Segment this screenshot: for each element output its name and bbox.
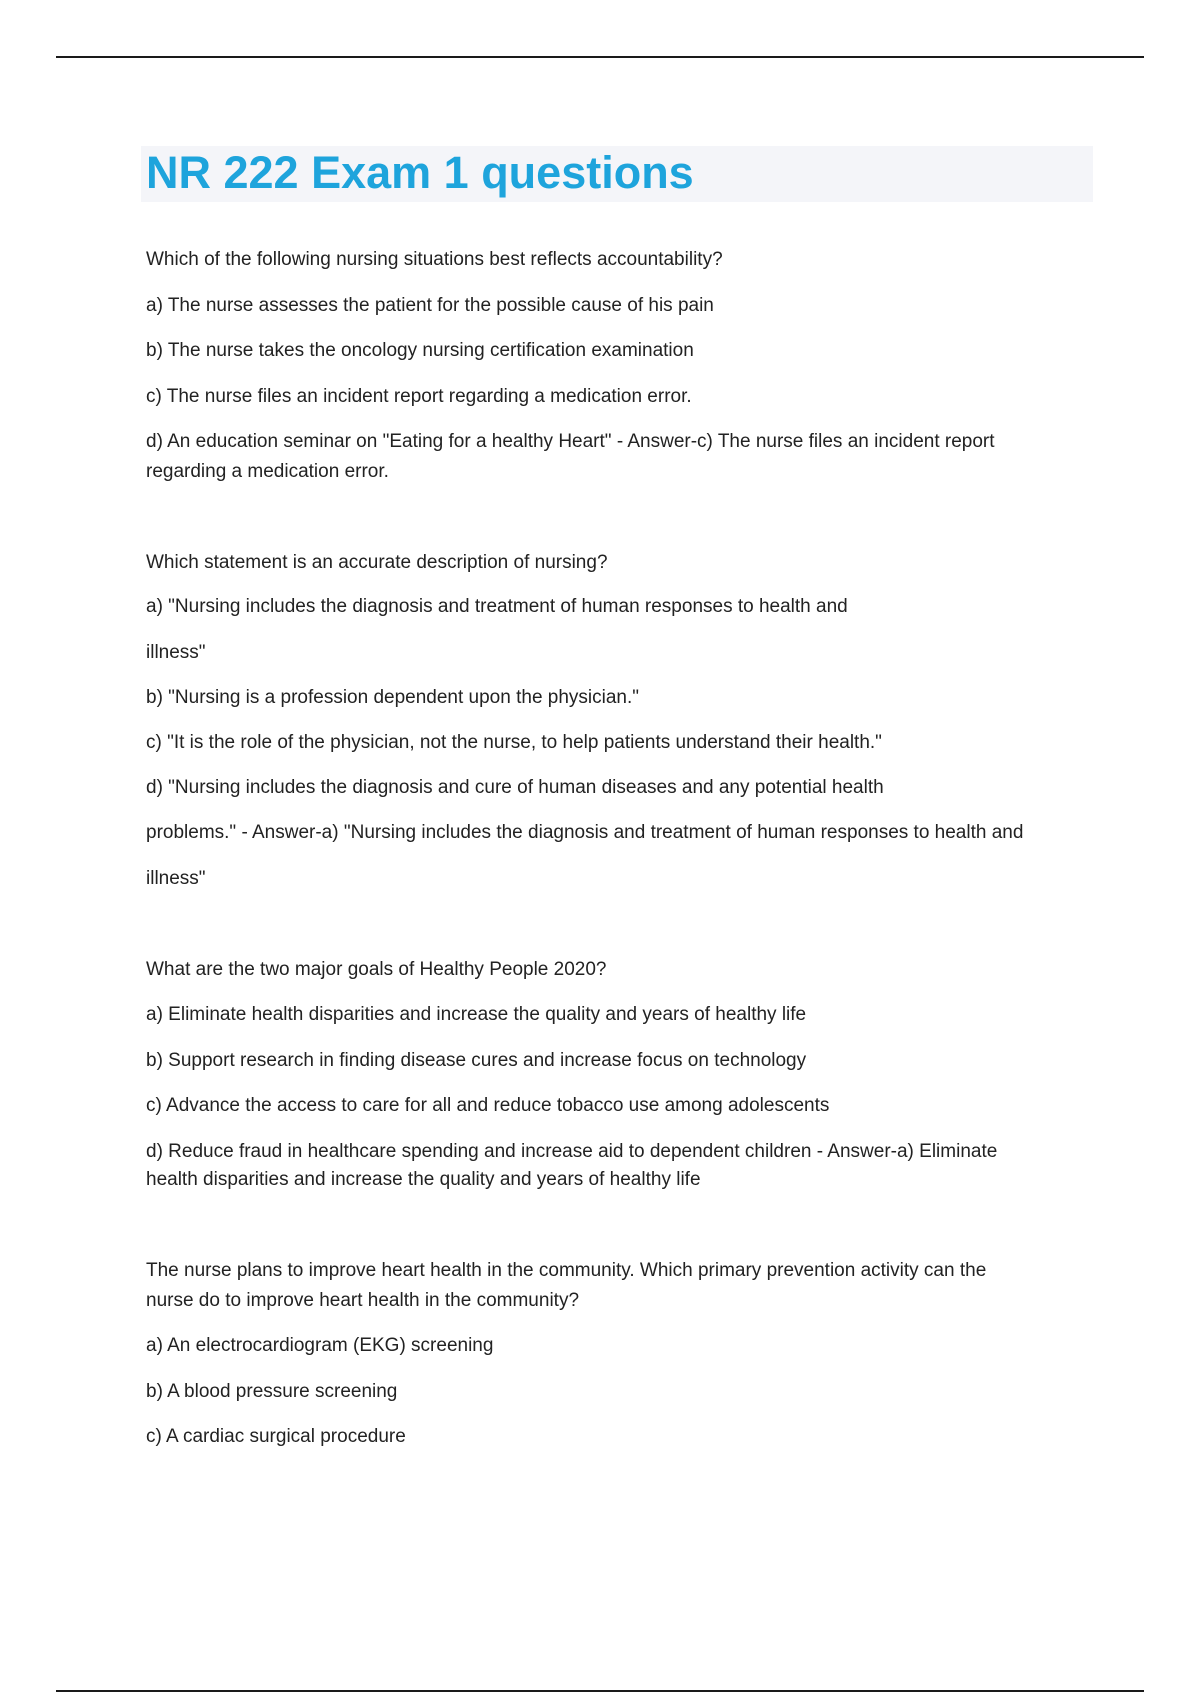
question-3-answer-continued: health disparities and increase the quality and years of healthy life xyxy=(146,1169,701,1190)
question-1-option-b: b) The nurse takes the oncology nursing certification examination xyxy=(146,340,694,361)
top-rule xyxy=(56,56,1144,58)
question-1-answer-continued: regarding a medication error. xyxy=(146,461,389,482)
question-4-option-a: a) An electrocardiogram (EKG) screening xyxy=(146,1335,494,1356)
question-4-option-c: c) A cardiac surgical procedure xyxy=(146,1426,406,1447)
question-2-option-a-continued: illness" xyxy=(146,642,206,663)
bottom-rule xyxy=(56,1690,1144,1692)
question-2-answer-continued: illness" xyxy=(146,868,206,889)
question-1-prompt: Which of the following nursing situations best reflects accountability? xyxy=(146,249,723,270)
question-2-option-a: a) "Nursing includes the diagnosis and treatment of human responses to health and xyxy=(146,596,848,617)
question-2-prompt: Which statement is an accurate description of nursing? xyxy=(146,552,608,573)
question-4-option-b: b) A blood pressure screening xyxy=(146,1381,398,1402)
question-2-option-d: d) "Nursing includes the diagnosis and cure of human diseases and any potential health xyxy=(146,777,884,798)
question-3-option-d: d) Reduce fraud in healthcare spending and increase aid to dependent children - Answer-a) Eliminate xyxy=(146,1141,998,1162)
question-3-option-b: b) Support research in finding disease cures and increase focus on technology xyxy=(146,1050,807,1071)
question-2-option-c: c) "It is the role of the physician, not the nurse, to help patients understand their health." xyxy=(146,732,882,753)
question-4-prompt: The nurse plans to improve heart health in the community. Which primary prevention activity can the xyxy=(146,1260,987,1281)
document-title: NR 222 Exam 1 questions xyxy=(146,147,694,198)
question-3-option-a: a) Eliminate health disparities and increase the quality and years of healthy life xyxy=(146,1004,807,1025)
question-1-option-c: c) The nurse files an incident report regarding a medication error. xyxy=(146,386,692,407)
question-2-answer: problems." - Answer-a) "Nursing includes the diagnosis and treatment of human responses to health and xyxy=(146,822,1024,843)
question-2-option-b: b) "Nursing is a profession dependent upon the physician." xyxy=(146,687,640,708)
question-4-prompt-continued: nurse do to improve heart health in the community? xyxy=(146,1290,580,1311)
question-3-option-c: c) Advance the access to care for all and reduce tobacco use among adolescents xyxy=(146,1095,830,1116)
question-3-prompt: What are the two major goals of Healthy People 2020? xyxy=(146,959,607,980)
question-1-option-a: a) The nurse assesses the patient for the possible cause of his pain xyxy=(146,295,714,316)
question-1-option-d: d) An education seminar on "Eating for a healthy Heart" - Answer-c) The nurse files an incident report xyxy=(146,431,995,452)
